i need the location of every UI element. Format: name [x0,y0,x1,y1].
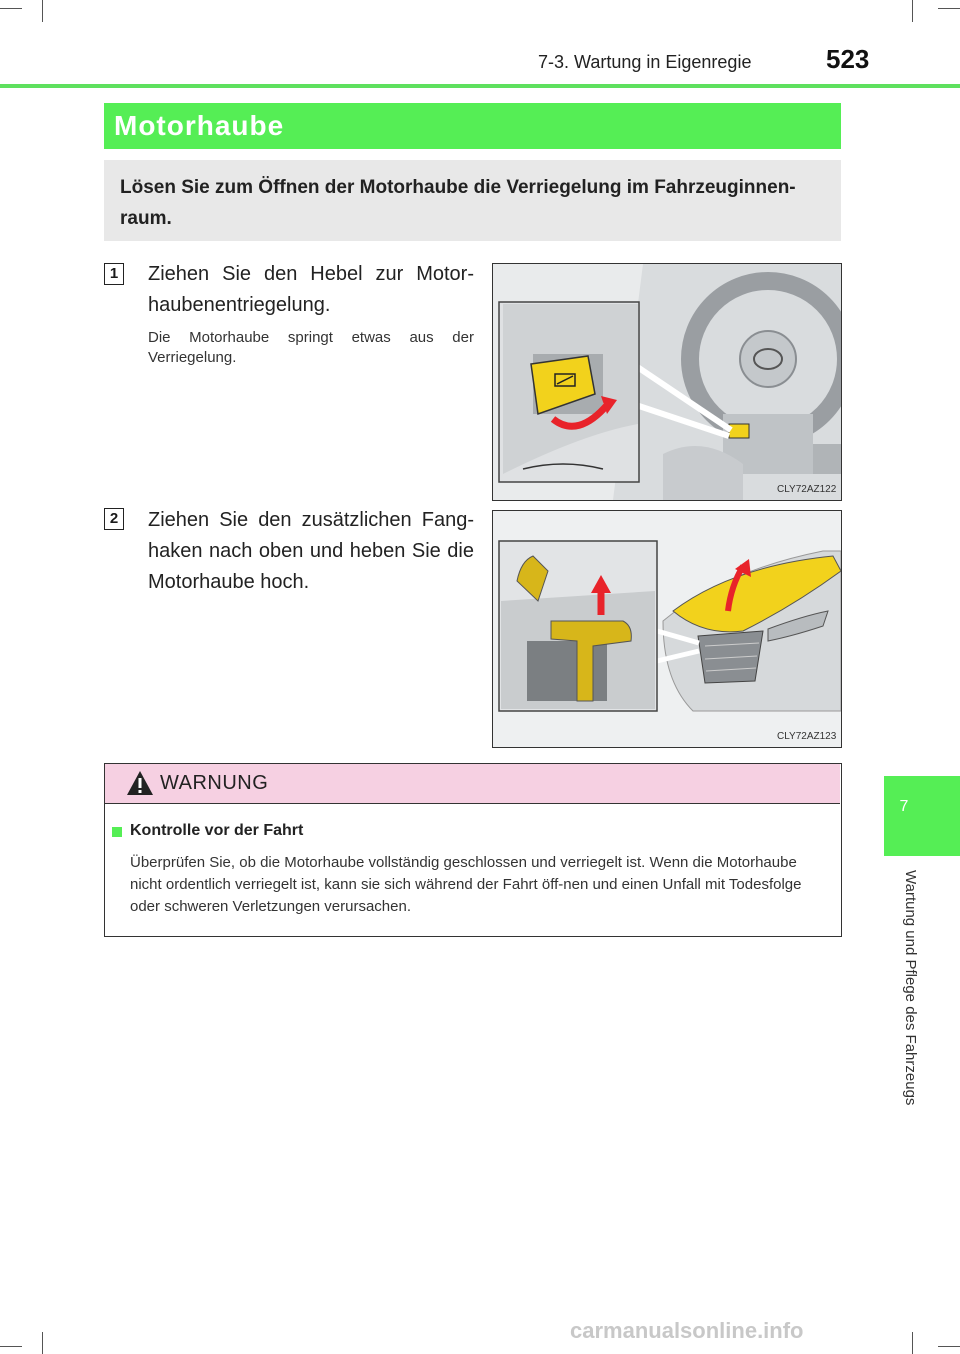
crop-mark [0,1346,22,1347]
crop-mark [42,0,43,22]
step-1-subtext: Die Motorhaube springt etwas aus der Verriegelung. [148,329,474,366]
warning-body: Überprüfen Sie, ob die Motorhaube vollständig geschlossen und verriegelt ist. Wenn die Motorhaube nicht ordentlich verriegelt ist, kann sie sich während der Fahrt öff-nen und einen Unfall mit Todesfolge oder schweren Verletzungen verursachen. [130,854,802,915]
warning-triangle-icon [126,770,154,801]
crop-mark [912,0,913,22]
crop-mark [912,1332,913,1354]
auxiliary-catch-lever-illustration [492,510,842,748]
page-number: 523 [826,44,870,74]
step-1-badge: 1 [104,263,124,285]
watermark: carmanualsonline.info [570,1318,804,1343]
crop-mark [42,1332,43,1354]
step-2-badge: 2 [104,508,124,530]
warning-subheading: Kontrolle vor der Fahrt [130,822,304,839]
warning-bullet-square [112,827,122,837]
warning-title: WARNUNG [160,772,269,794]
intro-text: Lösen Sie zum Öffnen der Motorhaube die Verriegelung im Fahrzeuginnen-raum. [120,177,796,229]
crop-mark [938,1346,960,1347]
image-code-2: CLY72AZ123 [777,731,837,742]
hood-release-lever-illustration [492,263,842,501]
chapter-side-tab [884,776,960,856]
crop-mark [938,8,960,9]
chapter-side-label: Wartung und Pflege des Fahrzeugs [902,870,919,1106]
chapter-header-title: 7-3. Wartung in Eigenregie [538,52,752,72]
header-rule [0,84,960,88]
section-title: Motorhaube [114,110,285,141]
step-1-text: Ziehen Sie den Hebel zur Motor-haubenentriegelung. [148,263,474,316]
crop-mark [0,8,22,9]
image-code-1: CLY72AZ122 [777,484,837,495]
step-2-text: Ziehen Sie den zusätzlichen Fang-haken nach oben und heben Sie die Motorhaube hoch. [148,509,474,593]
chapter-number: 7 [899,798,909,815]
